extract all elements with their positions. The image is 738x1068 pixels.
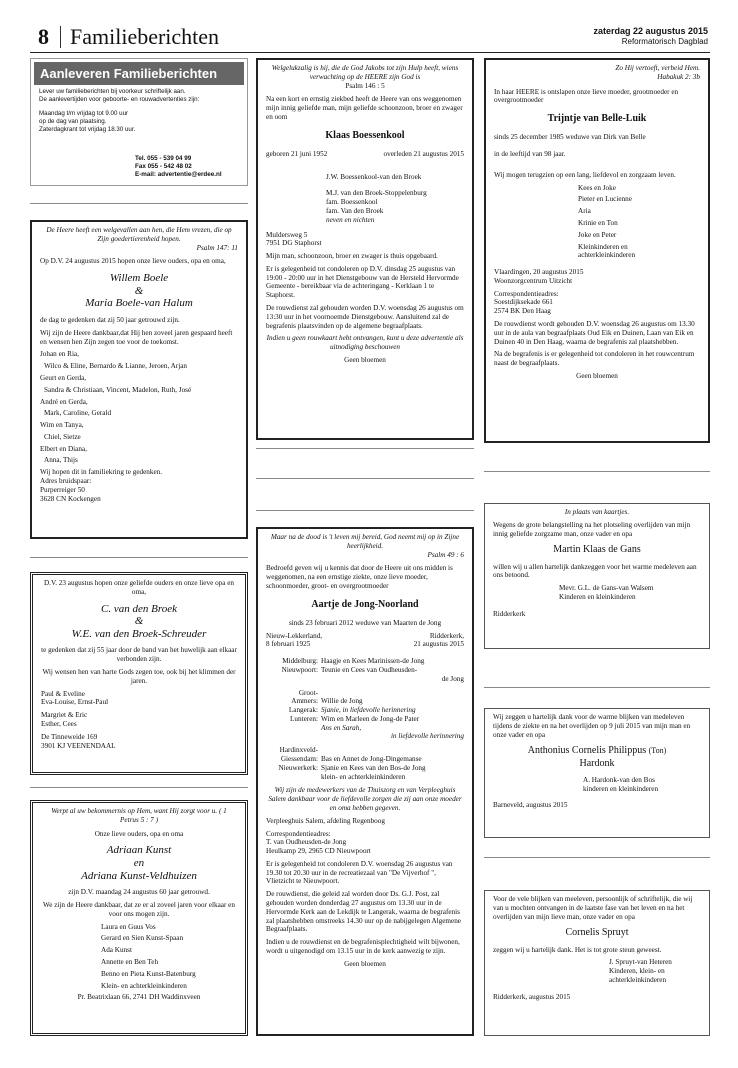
- intro-text: Onze lieve ouders, opa en oma: [94, 829, 184, 838]
- header-divider: [60, 26, 61, 48]
- place-date: Vlaardingen, 20 augustus 2015: [494, 268, 584, 277]
- quote-reference: Psalm 146 : 5: [345, 81, 385, 90]
- page-header: [30, 22, 710, 53]
- life-dates: [266, 640, 464, 649]
- family-row: Groot-: [298, 688, 318, 697]
- family-member: Krinie en Ton: [578, 219, 618, 227]
- body-text: We zijn de Heere dankbaar, dat ze er al zoveel jaren voor elkaar en voor ons mogen zijn.: [43, 901, 235, 918]
- name-wife: Maria Boele-van Halum: [85, 297, 193, 310]
- body-text: te gedenken dat zij 55 jaar door de band van het huwelijk aan elkaar verbonden zijn.: [41, 646, 237, 664]
- family-list: [41, 923, 237, 991]
- family-member: fam. Van den Broek: [326, 207, 384, 215]
- address-line: Adres bruidspaar:: [40, 476, 92, 485]
- widow-note: sinds 25 december 1985 weduwe van Dirk van Belle: [494, 133, 646, 142]
- body-text: De rouwdienst, die geleid zal worden door Ds. G.J. Post, zal gehouden worden donderdag 27 augustus om 13.30 uur in de Hervormde Kerk aan de Lekdijk te Langerak, waarna de begrafenis zal plaatshebben omstreeks 14.30 uur op de nabijgelegen Algemene Begraafplaats.: [266, 890, 461, 934]
- body-text: Mijn man, schoonzoon, broer en zwager is thuis opgebaard.: [266, 252, 438, 261]
- signatory: Kinderen, klein- en: [609, 967, 665, 976]
- address-line: Soestdijksekade 661: [494, 298, 553, 307]
- flowers-note: Geen bloemen: [344, 355, 386, 364]
- family-table: [266, 657, 464, 781]
- banner-line: De aanlevertijden voor geboorte- en rouwadvertenties zijn:: [39, 96, 200, 104]
- family-list: [40, 350, 238, 465]
- bible-quote: [494, 64, 700, 82]
- death-place: Ridderkerk,: [429, 631, 464, 640]
- death-date: 21 augustus 2015: [413, 640, 464, 649]
- family-row: Hardinxveld-: [279, 746, 318, 755]
- deceased-name: Aartje de Jong-Noorland: [311, 598, 419, 610]
- body-text: Er is gelegenheid tot condoleren op D.V. dinsdag 25 augustus van 19:00 - 20:00 uur in het Dienstgebouw van de Hersteld Hervormde Gemeente - bereikbaar via de achteringang - Kerklaan 1 te Staphorst.: [266, 264, 459, 300]
- deceased-name: Trijntje van Belle-Luik: [547, 113, 647, 125]
- age-note: in de leeftijd van 98 jaar.: [494, 150, 566, 159]
- body-text: Na de begrafenis is er gelegenheid tot condoleren in het rouwcentrum naast de begraafplaats.: [494, 350, 695, 368]
- signatory: Kinderen en kleinkinderen: [559, 592, 636, 601]
- family-member: Joke en Peter: [578, 230, 617, 239]
- body-text: Wij zijn de Heere dankbaar,dat Hij hen zoveel jaren gespaard heeft en wensen hen Zijn zegen toe voor de toekomst.: [40, 328, 233, 346]
- deceased-name: Martin Klaas de Gans: [553, 544, 641, 556]
- column-rule: [484, 471, 710, 472]
- quote-reference: Psalm 49 : 6: [427, 550, 464, 559]
- banner-body: [31, 88, 247, 134]
- intro-text: In haar HEERE is ontslapen onze lieve moeder, grootmoeder en overgrootmoeder: [494, 87, 679, 105]
- anniversary-ad-boele: [30, 220, 248, 539]
- obituary-boessenkool: [256, 58, 474, 440]
- address-line: 3901 KJ VEENENDAAL: [41, 741, 116, 750]
- place-date: Ridderkerk, augustus 2015: [493, 992, 571, 1001]
- column-rule: [256, 478, 474, 479]
- family-list: [494, 184, 700, 260]
- email-address[interactable]: E-mail: advertentie@erdee.nl: [135, 171, 222, 179]
- signatories: [493, 958, 701, 984]
- body-text: Verpleeghuis Salem, afdeling Regenboog: [266, 816, 385, 825]
- banner-title: Aanleveren Familieberichten: [34, 62, 244, 85]
- bible-quote: [40, 226, 238, 252]
- life-dates: [266, 150, 464, 159]
- deceased-name: Klaas Boessenkool: [325, 129, 405, 141]
- family-row: Lunteren: Wim en Marleen de Jong-de Pater: [290, 714, 420, 723]
- anniversary-ad-van-den-broek: [30, 572, 248, 775]
- family-member: Ada Kunst: [101, 946, 132, 955]
- signatories: [493, 584, 701, 602]
- body-text: Wij wensen hen van harte Gods zegen toe, ook bij het klimmen der jaren.: [42, 668, 236, 685]
- ampersand: &: [134, 284, 144, 297]
- family-row: Ammers: Willie de Jong: [291, 697, 363, 706]
- deceased-name-first: Anthonius Cornelis Philippus: [527, 745, 647, 757]
- family-row: Ans en Sarah,: [321, 723, 362, 732]
- address-line: 3628 CN Kockengen: [40, 494, 101, 503]
- place-date: Barneveld, augustus 2015: [493, 801, 568, 810]
- thanks-note: Wij zijn de medewerkers van de Thuiszorg en van Verpleeghuis Salem dankbaar voor de liefdevolle zorgen die zij aan onze moeder en oma hebben gegeven.: [268, 786, 462, 812]
- newspaper-name: Reformatorisch Dagblad: [621, 37, 708, 46]
- family-member: Elbert en Diana,: [40, 444, 87, 453]
- signatory: achterkleinkinderen: [609, 975, 667, 984]
- bible-quote: Werpt al uw bekommernis op Hem, want Hij zorgt voor u. ( 1 Petrus 5 : 7 ): [51, 807, 227, 824]
- family-member: Laura en Guus Vos: [101, 922, 156, 931]
- family-member: Eva-Louise, Ernst-Paul: [41, 698, 109, 707]
- signatory: A. Hardonk-van den Bos: [583, 775, 655, 784]
- address-line: De Tinneweide 169: [41, 732, 98, 741]
- column-rule: [30, 557, 248, 558]
- family-member: André en Gerda,: [40, 397, 88, 406]
- life-places: [266, 632, 464, 641]
- phone-number: Tel. 055 - 539 04 99: [135, 155, 192, 162]
- bible-quote: [266, 533, 464, 559]
- fax-number: Fax 055 - 542 48 02: [135, 163, 192, 171]
- banner-line: Lever uw familieberichten bij voorkeur schriftelijk aan.: [39, 88, 186, 95]
- ampersand: &: [134, 615, 144, 628]
- birth-date: geboren 21 juni 1952: [266, 149, 328, 158]
- column-rule: [484, 857, 710, 858]
- body-text: Wij mogen terugzien op een lang, liefdevol en zorgzaam leven.: [494, 170, 676, 179]
- family-member: Pieter en Lucienne: [578, 195, 632, 204]
- intro-text: Wegens de grote belangstelling na het plotseling overlijden van mijn innig geliefde zorgzame man, onze vader en opa: [493, 520, 691, 538]
- address-line: Heulkamp 29, 2965 CD Nieuwpoort: [266, 847, 371, 856]
- thanks-ad-spruyt: [484, 890, 710, 1036]
- name-husband: C. van den Broek: [101, 602, 177, 615]
- body-text: de dag te gedenken dat zij 50 jaar getrouwd zijn.: [40, 316, 180, 325]
- body-text: zijn D.V. maandag 24 augustus 60 jaar getrouwd.: [68, 888, 210, 897]
- banner-line: Maandag t/m vrijdag tot 9.00 uur: [39, 110, 129, 118]
- family-row: Giessendam: Bas en Annet de Jong-Dingemanse: [280, 755, 422, 764]
- family-member: achterkleinkinderen: [578, 251, 636, 260]
- family-member: Margriet & Eric: [41, 711, 88, 720]
- name-wife: Adriana Kunst-Veldhuizen: [81, 869, 197, 882]
- family-row: Middelburg: Haagje en Kees Marinissen-de Jong: [282, 657, 425, 666]
- quote-reference: Habakuk 2: 3b: [657, 72, 700, 81]
- family-member: Annette en Ben Teh: [101, 957, 159, 966]
- family-member: J.W. Boessenkool-van den Broek: [326, 172, 422, 181]
- body-text: De rouwdienst zal gehouden worden D.V. woensdag 26 augustus om 13:30 uur in het voornoemde Dienstgebouw. Aansluitend zal de begrafenis plaatsvinden op de algemene begraafplaats.: [266, 304, 464, 330]
- family-row: de Jong: [441, 674, 464, 683]
- invitation-note: Indien u geen rouwkaart hebt ontvangen, kunt u deze advertentie als uitnodiging beschouwen: [266, 334, 464, 352]
- column-rule: [484, 687, 710, 688]
- couple-names: [41, 603, 237, 641]
- intro-text: D.V. 23 augustus hopen onze geliefde ouders en onze lieve opa en oma,: [43, 579, 235, 596]
- body-text: zeggen wij u hartelijk dank. Het is tot grote steun geweest.: [493, 945, 662, 954]
- birth-date: 8 februari 1925: [266, 640, 311, 649]
- signatory: J. Spruyt-van Heteren: [609, 958, 672, 967]
- address-line: T. van Oudheusden-de Jong: [266, 838, 347, 847]
- family-member: Johan en Ria,: [40, 350, 79, 359]
- body-text: willen wij u allen hartelijk dankzeggen voor het warme medeleven aan ons betoond.: [493, 562, 697, 580]
- flowers-note: Geen bloemen: [576, 371, 618, 380]
- ad-heading: In plaats van kaartjes.: [564, 508, 630, 516]
- family-member: Esther, Cees: [41, 719, 77, 728]
- signatories: [493, 776, 701, 794]
- address-line: Correspondentieadres:: [266, 829, 331, 838]
- family-member: Wim en Tanya,: [40, 421, 84, 430]
- name-husband: Adriaan Kunst: [106, 844, 172, 857]
- family-member: Wilco & Eline, Bernardo & Lianne, Jeroen, Arjan: [44, 362, 188, 371]
- address-line: 7951 DG Staphorst: [266, 239, 322, 248]
- intro-text: Bedroefd geven wij u kennis dat door de Heere uit ons midden is weggenomen, na een ernstige ziekte, onze lieve moeder, schoonmoeder, groot- en overgrootmoeder: [266, 564, 453, 590]
- deceased-name: [493, 745, 701, 769]
- family-member: neven en nichten: [326, 215, 375, 224]
- column-rule: [30, 787, 248, 788]
- signatory: kinderen en kleinkinderen: [583, 784, 659, 793]
- death-date: overleden 21 augustus 2015: [383, 149, 464, 158]
- quote-reference: Psalm 147: 11: [196, 243, 238, 252]
- place-date: Ridderkerk: [493, 609, 526, 618]
- banner-line: Zaterdagkrant tot vrijdag 18.30 uur.: [39, 126, 136, 134]
- family-row: in liefdevolle herinnering: [390, 732, 464, 741]
- family-member: Geurt en Gerda,: [40, 373, 87, 382]
- address-line: Correspondentieadres:: [494, 289, 559, 298]
- family-row: klein- en achterkleinkinderen: [321, 772, 406, 781]
- banner-contact: [135, 155, 222, 180]
- family-row: Nieuwpoort: Teunie en Cees van Oudheusden-: [281, 666, 418, 674]
- intro-text: Na een kort en ernstig ziekbed heeft de Heere van ons weggenomen mijn innig geliefde man, mijn geliefde schoonzoon, broer en zwager en oom: [266, 95, 463, 121]
- section-title: Familieberichten: [70, 24, 220, 49]
- intro-text: Op D.V. 24 augustus 2015 hopen onze lieve ouders, opa en oma,: [40, 257, 226, 266]
- family-row: Langerak: Sjanie, in liefdevolle herinnering: [288, 706, 416, 715]
- name-wife: W.E. van den Broek-Schreuder: [71, 627, 207, 640]
- birth-place: Nieuw-Lekkerland,: [266, 631, 323, 640]
- column-rule: [30, 203, 248, 204]
- quote-text: De Heere heeft een welgevallen aan hen, die Hem vrezen, die op Zijn goedertierenheid hopen.: [46, 226, 232, 243]
- family-member: Chiel, Sietze: [44, 432, 81, 441]
- widow-note: sinds 23 februari 2012 weduwe van Maarten de Jong: [288, 618, 442, 627]
- quote-text: Welgelukzalig is hij, die de God Jakobs tot zijn Hulp heeft, wiens verwachting op de HEERE zijn God is: [271, 64, 459, 81]
- couple-names: [40, 272, 238, 310]
- obituary-van-belle: [484, 58, 710, 443]
- flowers-note: Geen bloemen: [344, 959, 386, 968]
- submission-info-banner: [30, 58, 248, 186]
- conjunction: en: [133, 856, 145, 869]
- intro-text: Wij zeggen u hartelijk dank voor de warme blijken van medeleven tijdens de ziekte en na het overlijden op 9 juli 2015 van mijn man en onze vader en opa: [493, 713, 691, 739]
- family-member: M.J. van den Broek-Stoppelenburg: [326, 189, 427, 198]
- quote-text: Zo Hij vertoeft, verbeid Hem.: [615, 64, 700, 72]
- signatory: Mevr. G.L. de Gans-van Walsem: [559, 584, 654, 593]
- place-date: Woonzorgcentrum Uitzicht: [494, 276, 573, 285]
- closing-text: Wij hopen dit in familiekring te gedenken.: [40, 468, 163, 477]
- banner-line: op de dag van plaatsing.: [39, 118, 107, 126]
- address-line: Purperreiger 50: [40, 485, 85, 494]
- name-husband: Willem Boele: [109, 272, 169, 285]
- body-text: Er is gelegenheid tot condoleren D.V. woensdag 26 augustus van 19.30 tot 20.30 uur in de recreatiezaal van "De Vijverhof ", Vlietzicht te Nieuwpoort.: [266, 859, 453, 886]
- intro-text: Voor de vele blijken van meeleven, persoonlijk of schriftelijk, die wij van u mochten ontvangen in de laatste fase van het leven en na het overlijden van mijn lieve man, onze vader en opa: [493, 895, 693, 921]
- family-row: Nieuwerkerk: Sjanie en Kees van den Bos-de Jong: [278, 763, 426, 772]
- family-member: Paul & Eveline: [41, 689, 85, 698]
- anniversary-ad-kunst: [30, 800, 248, 1036]
- family-member: Benno en Pieta Kunst-Batenburg: [101, 969, 196, 978]
- address-line: Pr. Beatrixlaan 66, 2741 DH Waddinxveen: [77, 993, 201, 1002]
- family-list: [266, 173, 464, 225]
- bible-quote: [266, 64, 464, 90]
- issue-date: zaterdag 22 augustus 2015: [593, 26, 708, 36]
- family-member: Anna, Thijs: [44, 456, 78, 465]
- page-number: 8: [38, 24, 49, 49]
- deceased-surname: Hardonk: [579, 757, 615, 769]
- quote-text: Maar na de dood is 't leven mij bereid, God neemt mij op in Zijne heerlijkheid.: [270, 533, 460, 550]
- family-member: Kees en Joke: [578, 183, 616, 192]
- deceased-name: Cornelis Spruyt: [565, 927, 629, 939]
- family-member: Klein- en achterkleinkinderen: [101, 981, 187, 990]
- body-text: De rouwdienst wordt gehouden D.V. woensdag 26 augustus om 13.30 uur in de aula van begraafplaats Oud Eik en Duinen, Laan van Eik en Duinen 40 in Den Haag, waarna de begrafenis zal plaatshebben.: [494, 320, 695, 346]
- address-line: 2574 BK Den Haag: [494, 307, 551, 316]
- family-member: Kleinkinderen en: [578, 242, 628, 251]
- obituary-de-jong: [256, 527, 474, 1036]
- column-rule: [256, 510, 474, 511]
- thanks-ad-de-gans: [484, 503, 710, 649]
- family-member: Mark, Caroline, Gerald: [44, 409, 112, 418]
- thanks-ad-hardonk: [484, 708, 710, 838]
- family-member: Gerard en Sien Kunst-Spaan: [101, 934, 184, 943]
- family-member: Aria: [578, 207, 591, 216]
- family-member: Sandra & Christiaan, Vincent, Madelon, Ruth, José: [44, 385, 192, 394]
- address-line: Muldersweg 5: [266, 230, 308, 239]
- couple-names: [41, 844, 237, 882]
- body-text: Indien u de rouwdienst en de begrafenisplechtigheid wilt bijwonen, wordt u uitgenodigd om 13.15 uur in de kerk aanwezig te zijn.: [266, 938, 460, 955]
- family-member: fam. Boessenkool: [326, 198, 378, 207]
- deceased-nickname: (Ton): [648, 746, 667, 756]
- column-rule: [256, 448, 474, 449]
